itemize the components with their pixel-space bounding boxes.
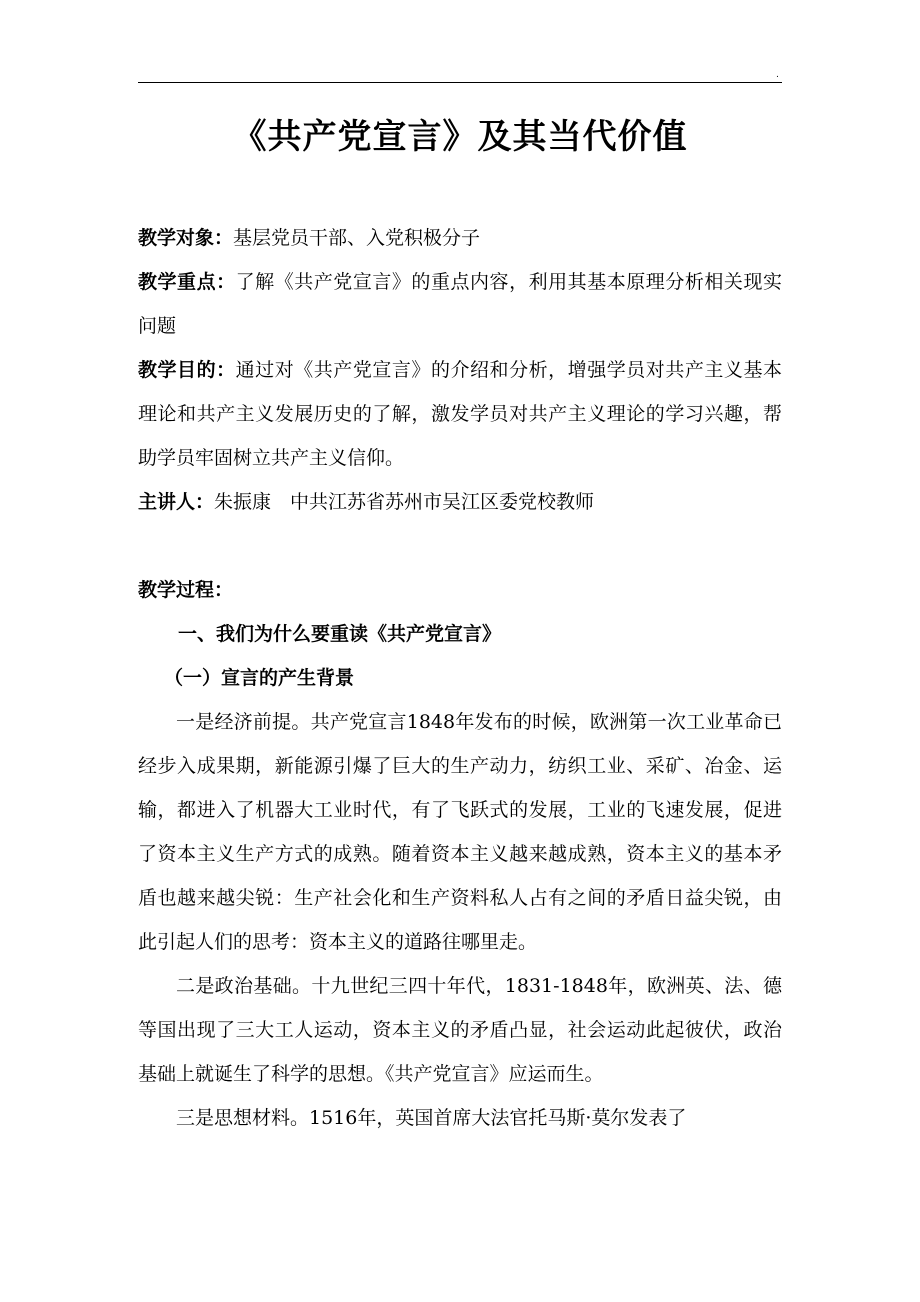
paragraph-political: 二是政治基础。十九世纪三四十年代，1831-1848年，欧洲英、法、德等国出现了三大工人运动，资本主义的矛盾凸显，社会运动此起彼伏，政治基础上就诞生了科学的思想。《共产党宣言》应运而生。	[138, 975, 782, 1085]
meta-purpose	[138, 348, 782, 480]
subsection-heading: （一）宣言的产生背景	[164, 667, 355, 689]
meta-text: 通过对《共产党宣言》的介绍和分析，增强学员对共产主义基本理论和共产主义发展历史的了解，激发学员对共产主义理论的学习兴趣，帮助学员牢固树立共产主义信仰。	[138, 359, 782, 469]
process-label: 教学过程：	[138, 579, 234, 601]
meta-lecturer	[138, 480, 782, 524]
document-body	[138, 216, 782, 1140]
meta-label: 教学重点：	[138, 271, 236, 293]
meta-audience	[138, 216, 782, 260]
section-heading: 一、我们为什么要重读《共产党宣言》	[178, 623, 502, 645]
page-title: 《共产党宣言》及其当代价值	[232, 117, 688, 157]
meta-text: 基层党员干部、入党积极分子	[233, 227, 481, 249]
header-mark: .	[776, 70, 779, 80]
meta-text: 朱振康 中共江苏省苏州市吴江区委党校教师	[214, 491, 595, 513]
spacer	[138, 524, 782, 568]
meta-focus	[138, 260, 782, 348]
header-rule	[138, 82, 782, 83]
meta-text: 了解《共产党宣言》的重点内容，利用其基本原理分析相关现实问题	[138, 271, 782, 337]
paragraph-ideological: 三是思想材料。1516年，英国首席大法官托马斯·莫尔发表了	[176, 1107, 687, 1129]
meta-label: 主讲人：	[138, 491, 215, 513]
paragraph-economic: 一是经济前提。共产党宣言1848年发布的时候，欧洲第一次工业革命已经步入成果期，新能源引爆了巨大的生产动力，纺织工业、采矿、冶金、运输，都进入了机器大工业时代，有了飞跃式的发展，工业的飞速发展，促进了资本主义生产方式的成熟。随着资本主义越来越成熟，资本主义的基本矛盾也越来越尖锐：生产社会化和生产资料私人占有之间的矛盾日益尖锐，由此引起人们的思考：资本主义的道路往哪里走。	[138, 711, 782, 953]
meta-label: 教学对象：	[138, 227, 234, 249]
meta-label: 教学目的：	[138, 359, 236, 381]
